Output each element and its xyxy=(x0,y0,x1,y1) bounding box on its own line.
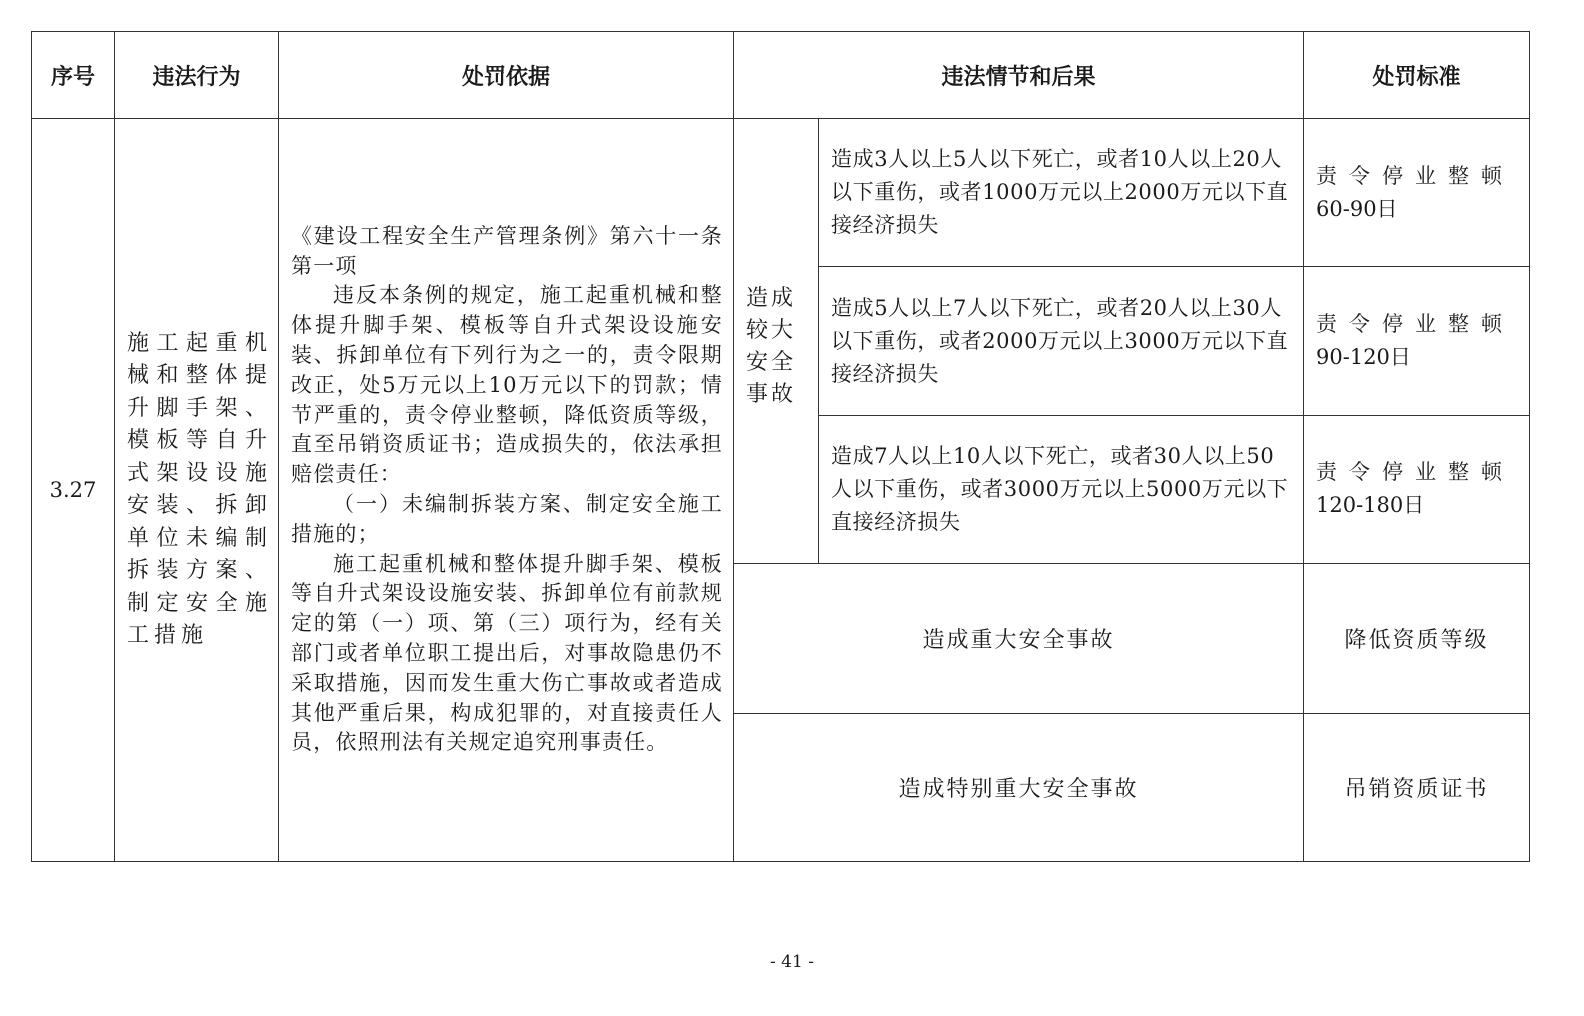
header-seq: 序号 xyxy=(32,32,115,119)
violation-act-cell: 施工起重机械和整体提升脚手架、模板等自升式架设设施安装、拆卸单位未编制拆装方案、制定安全施工措施 xyxy=(115,119,279,862)
extraordinary-accident-cell: 造成特别重大安全事故 xyxy=(734,713,1304,861)
standard-duration: 60-90日 xyxy=(1316,196,1398,221)
group-label-cell xyxy=(734,119,819,564)
header-circumstances: 违法情节和后果 xyxy=(734,32,1304,119)
header-row xyxy=(32,32,1530,119)
penalty-table xyxy=(31,31,1530,862)
circumstance-cell: 造成7人以上10人以下死亡，或者30人以上50人以下重伤，或者3000万元以上5000万元以下直接经济损失 xyxy=(819,415,1304,563)
standard-duration: 90-120日 xyxy=(1316,345,1411,370)
basis-item: （一）未编制拆装方案、制定安全施工措施的； xyxy=(291,492,723,546)
group-label: 造成较大安全事故 xyxy=(746,286,797,407)
seq-cell: 3.27 xyxy=(32,119,115,862)
header-basis: 处罚依据 xyxy=(279,32,734,119)
standard-line: 责令停业整顿 xyxy=(1316,312,1515,337)
header-act: 违法行为 xyxy=(115,32,279,119)
standard-cell xyxy=(1304,267,1530,415)
circumstance-cell: 造成5人以上7人以下死亡，或者20人以上30人以下重伤，或者2000万元以上3000万元以下直接经济损失 xyxy=(819,267,1304,415)
major-standard-cell: 降低资质等级 xyxy=(1304,564,1530,713)
penalty-basis-cell xyxy=(279,119,734,862)
standard-line: 责令停业整顿 xyxy=(1316,163,1515,188)
basis-paragraph: 违反本条例的规定，施工起重机械和整体提升脚手架、模板等自升式架设设施安装、拆卸单位有下列行为之一的，责令限期改正，处5万元以上10万元以下的罚款；情节严重的，责令停业整顿，降低资质等级，直至吊销资质证书；造成损失的，依法承担赔偿责任： xyxy=(291,283,723,487)
standard-cell xyxy=(1304,415,1530,563)
extraordinary-standard-cell: 吊销资质证书 xyxy=(1304,713,1530,861)
header-standard: 处罚标准 xyxy=(1304,32,1530,119)
circumstance-cell: 造成3人以上5人以下死亡，或者10人以上20人以下重伤，或者1000万元以上2000万元以下直接经济损失 xyxy=(819,119,1304,267)
standard-line: 责令停业整顿 xyxy=(1316,460,1515,485)
standard-cell xyxy=(1304,119,1530,267)
basis-citation: 《建设工程安全生产管理条例》第六十一条第一项 xyxy=(291,223,723,278)
table-row xyxy=(32,119,1530,267)
page-number: - 41 - xyxy=(770,952,814,972)
standard-duration: 120-180日 xyxy=(1316,493,1425,518)
basis-paragraph: 施工起重机械和整体提升脚手架、模板等自升式架设设施安装、拆卸单位有前款规定的第（一）项、第（三）项行为，经有关部门或者单位职工提出后，对事故隐患仍不采取措施，因而发生重大伤亡事故或者造成其他严重后果，构成犯罪的，对直接责任人员，依照刑法有关规定追究刑事责任。 xyxy=(291,551,723,755)
major-accident-cell: 造成重大安全事故 xyxy=(734,564,1304,713)
